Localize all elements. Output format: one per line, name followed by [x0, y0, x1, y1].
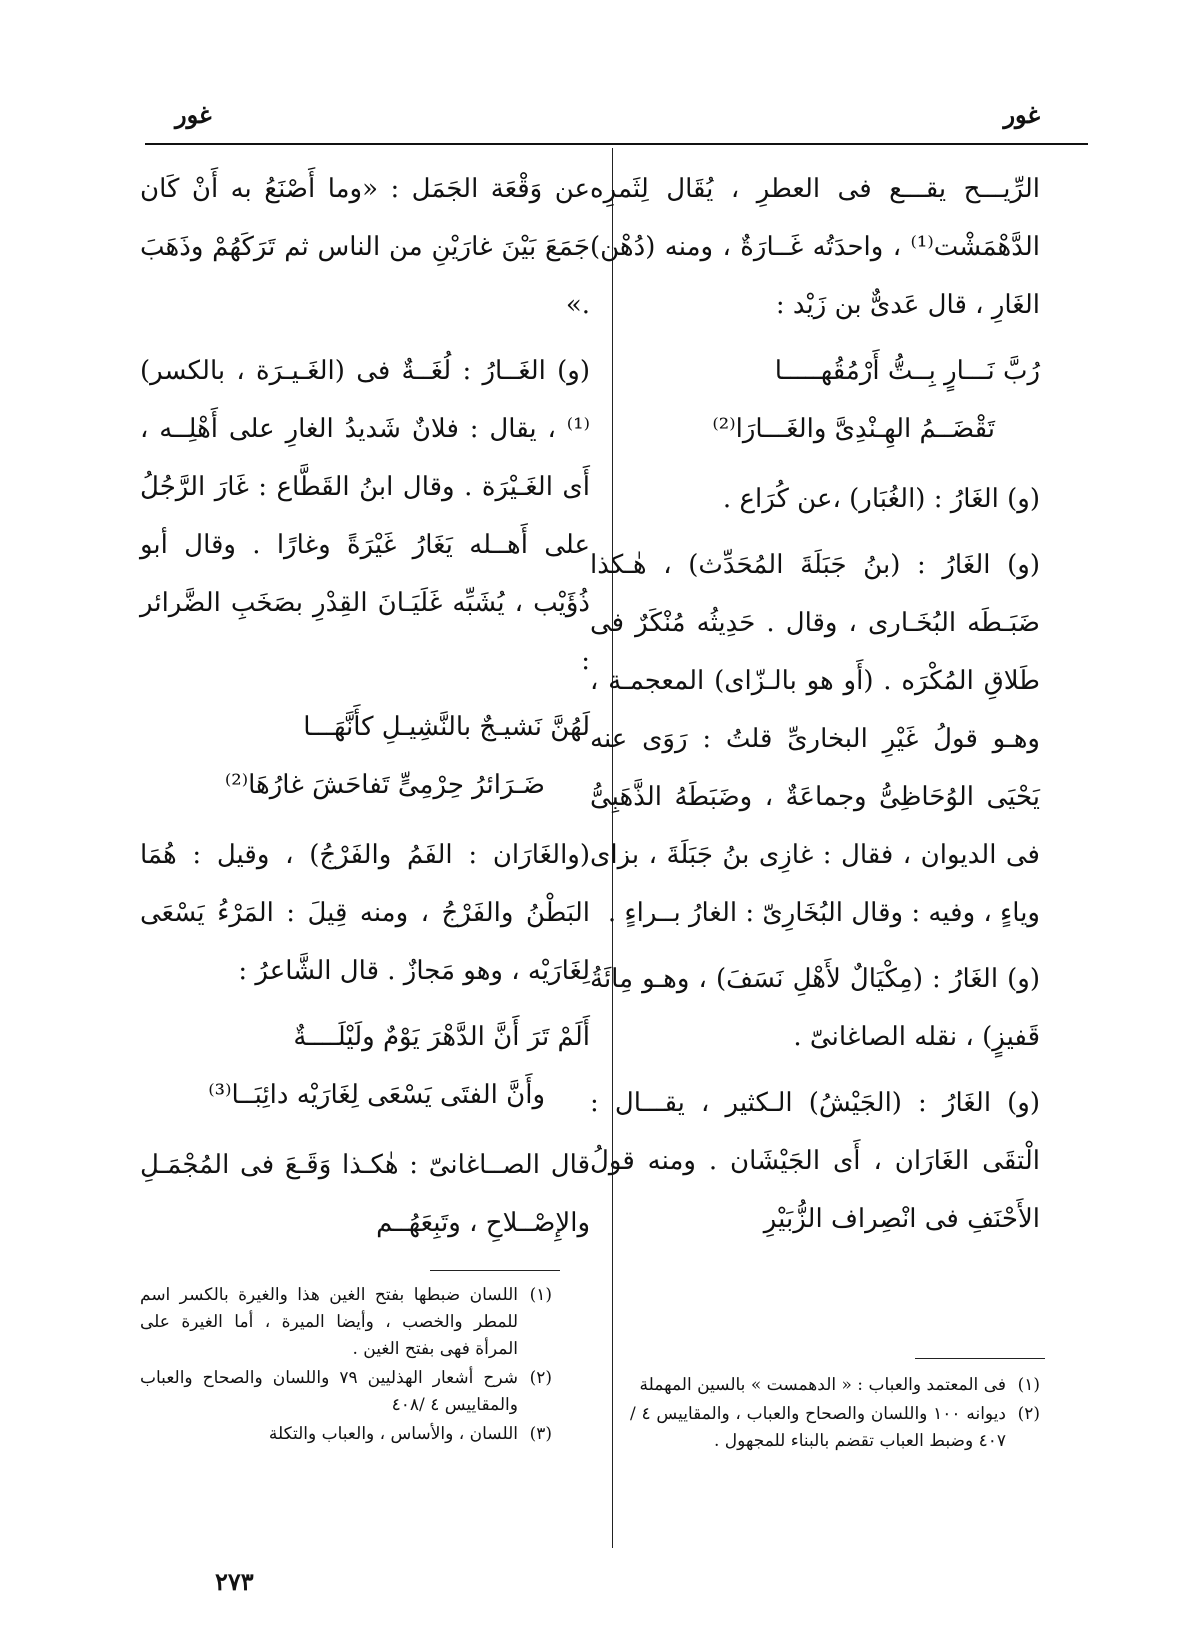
paragraph: (و) الغَارُ : (الجَيْشُ) الـكثير ، يقـــال : الْتقَى الغَارَان ، أَى الجَيْشَان . ومنه قولُ الأَحْنَفِ فى انْصِراف الزُّبَيْرِ — [590, 1088, 1040, 1234]
footnote-text: ديوانه ١٠٠ واللسان والصحاح والعباب ، والمقاييس ٤ /٤٠٧ وضبط العباب تقضم بالبناء للمجهول . — [630, 1404, 1006, 1451]
footnote — [140, 1365, 552, 1419]
verse-hemistich-1: لَهُنَّ نَشيـجٌ بالنَّشِيـلِ كأَنَّهَـــا — [303, 712, 590, 742]
footnote — [630, 1372, 1040, 1399]
footnote — [140, 1282, 552, 1363]
verse-hemistich-2: وأَنَّ الفتَى يَسْعَى لِغَارَيْه دائِبَــا⁽³⁾ — [208, 1080, 545, 1110]
verse — [590, 342, 1040, 458]
footnote-text: اللسان ، والأساس ، والعباب والتكلة — [268, 1424, 518, 1444]
running-header-left: غور — [175, 100, 212, 129]
footnote-rule-right — [915, 1358, 1045, 1359]
header-rule — [145, 143, 1088, 145]
footnotes-left — [140, 1282, 552, 1450]
footnote-number: (٢) — [1017, 1404, 1040, 1424]
paragraph: (والغَارَان : الفَمُ والفَرْجُ) ، وقيل : هُمَا البَطْنُ والفَرْجُ ، ومنه قِيلَ : المَرْءُ يَسْعَى لِغَارَيْه ، وهو مَجازٌ . قال الشَّاعرُ : — [140, 840, 590, 986]
footnote-text: شرح أشعار الهذليين ٧٩ واللسان والصحاح والعباب والمقاييس ٤ /٤٠٨ — [140, 1368, 518, 1415]
page-number: ٢٧٣ — [215, 1567, 254, 1596]
verse — [140, 1008, 590, 1124]
footnotes-right — [630, 1372, 1040, 1457]
footnote — [630, 1401, 1040, 1455]
verse — [140, 698, 590, 814]
paragraph: عن وَقْعَة الجَمَل : «وما أَصْنَعُ به أَنْ كَان جَمَعَ بَيْنَ غارَيْنِ من الناس ثم تَرَكَهُمْ وذَهَبَ .» — [140, 174, 590, 320]
verse-hemistich-2: ضَـرَائرُ حِرْمِىٍّ تَفاحَشَ غارُهَا⁽²⁾ — [224, 770, 545, 800]
footnote — [140, 1421, 552, 1448]
verse-hemistich-1: أَلَمْ تَرَ أَنَّ الدَّهْرَ يَوْمٌ ولَيْلَــــةٌ — [293, 1022, 590, 1052]
verse-hemistich-1: رُبَّ نَـــارٍ بِــتُّ أَرْمُقُهـــــا — [774, 356, 1040, 386]
left-column — [140, 160, 590, 1260]
footnote-number: (٢) — [529, 1368, 552, 1388]
footnote-number: (١) — [529, 1285, 552, 1305]
right-column — [590, 160, 1040, 1256]
footnote-number: (٣) — [529, 1424, 552, 1444]
footnote-number: (١) — [1017, 1375, 1040, 1395]
running-header-right: غور — [1003, 100, 1040, 129]
paragraph: (و) الغَارُ : (الغُبَار) ،عن كُرَاع . — [722, 484, 1040, 514]
footnote-rule-left — [430, 1270, 560, 1271]
footnote-text: اللسان ضبطها بفتح الغين هذا والغيرة بالكسر اسم للمطر والخصب ، وأيضا الميرة ، أما الغيرة على المرأة فهى بفتح الغين . — [140, 1285, 518, 1359]
paragraph: (و) الغَارُ : (مِكْيَالٌ لأَهْلِ نَسَفَ) ، وهـو مِائَةُ قَفيزٍ) ، نقله الصاغانىّ . — [590, 964, 1040, 1052]
verse-hemistich-2: تَقْضَــمُ الهِـنْدِىَّ والغَـــارَا⁽²⁾ — [712, 414, 995, 444]
paragraph: قال الصــاغانىّ : هٰكـذا وَقَـعَ فى المُجْمَـلِ والإِصْــلاحِ ، وتَبِعَهُــم — [140, 1150, 590, 1238]
paragraph: (و) الغَارُ : (بنُ جَبَلَةَ المُحَدِّث) ، هٰـكذا ضَبَـطَه البُخَـارى ، وقال . حَدِيثُه مُنْكَرٌ فى طَلاقِ المُكْرَه . (أَو هو بالـزّاى) المعجمـة ، وهـو قولُ غَيْرِ البخارىِّ قلتُ : رَوَى عنه يَحْيَى الوُحَاظِىُّ وجماعَةٌ ، وضَبَطَهُ الذَّهَبِىُّ فى الديوان ، فقال : غازِى بنُ جَبَلَةَ ، بزاى وياءٍ ، وفيه : وقال البُخَارِىّ : الغارُ بــراءٍ . — [590, 550, 1040, 928]
paragraph: الرِّيـــح يقـــع فى العطرِ ، يُقَال لِثَمرِه الدَّهْمَشْت⁽¹⁾ ، واحدَتُه غَــارَةٌ ، ومنه (دُهْن) الغَارِ ، قال عَدىٌّ بن زَيْد : — [590, 174, 1040, 320]
paragraph: (و) الغَــارُ : لُغَــةٌ فى (الغَـيـرَة ، بالكسر)⁽¹⁾ ، يقال : فلانٌ شَديدُ الغارِ على أَهْلِــه ، أَى الغَـيْرَة . وقال ابنُ القَطَّاع : غَارَ الرَّجُلُ على أَهــله يَغَارُ غَيْرَةً وغارًا . وقال أبو ذُؤَيْب ، يُشَبِّه غَلَيَـانَ القِدْرِ بصَخَبِ الضَّرائر : — [140, 356, 590, 676]
footnote-text: فى المعتمد والعباب : « الدهمست » بالسين المهملة — [639, 1375, 1006, 1395]
